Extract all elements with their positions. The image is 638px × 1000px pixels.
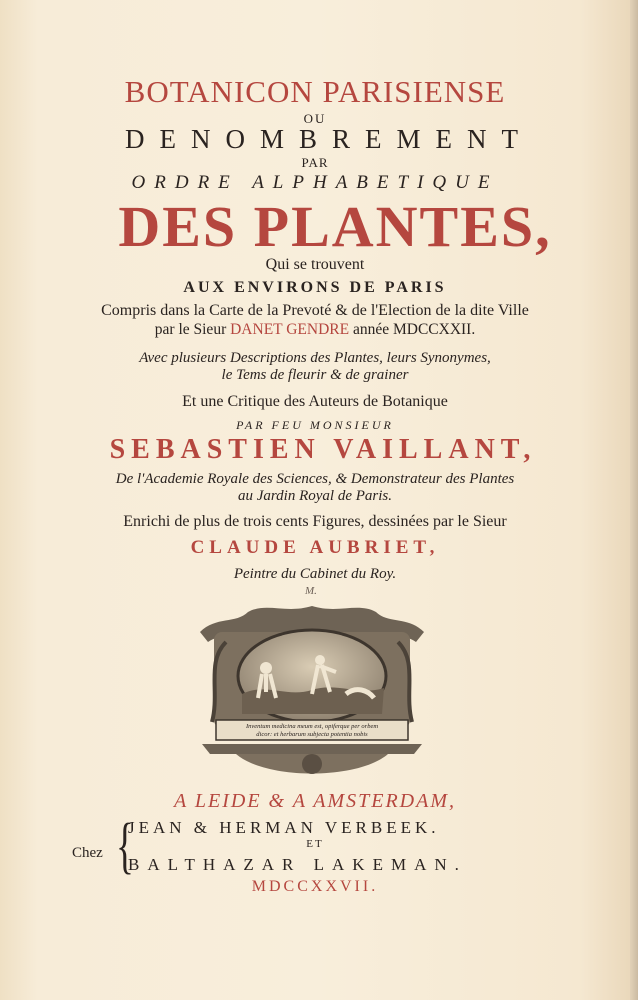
subtitle-qui-se-trouvent: Qui se trouvent xyxy=(265,256,365,273)
vignette-caption-1: Inventum medicina meum est, opiferque per orbem xyxy=(245,723,379,730)
subtitle-compris: Compris dans la Carte de la Prevoté & de l'Election de la dite Ville xyxy=(101,302,529,319)
par-feu-monsieur: PAR FEU MONSIEUR xyxy=(236,418,394,432)
imprint-year: MDCCXXVII. xyxy=(251,878,379,895)
descriptions-line: Avec plusieurs Descriptions des Plantes, leurs Synonymes, xyxy=(139,350,491,366)
publisher-verbeek: JEAN & HERMAN VERBEEK. xyxy=(128,818,440,837)
title-ordre-alphabetique: ORDRE ALPHABETIQUE xyxy=(131,172,499,193)
par-le-sieur-text: par le Sieur xyxy=(154,321,227,338)
chez-label: Chez xyxy=(72,845,103,861)
jardin-line: au Jardin Royal de Paris. xyxy=(237,488,392,504)
title-botanicon: BOTANICON PARISIENSE xyxy=(124,74,506,109)
subtitle-environs: AUX ENVIRONS DE PARIS xyxy=(183,279,447,296)
critique-line: Et une Critique des Auteurs de Botanique xyxy=(182,393,448,410)
author-name: SEBASTIEN VAILLANT, xyxy=(109,434,537,465)
vignette-caption-2: dicor: et herbarum subjecta potentia nobis xyxy=(256,731,368,738)
ownership-mark: M. xyxy=(305,585,317,597)
title-ou: OU xyxy=(303,111,327,126)
title-des-plantes: DES PLANTES, xyxy=(118,194,552,259)
engraved-vignette xyxy=(196,602,428,780)
brace-ornament: { xyxy=(115,812,134,880)
danet-gendre-name: DANET GENDRE xyxy=(230,321,350,338)
illustrator-name: CLAUDE AUBRIET, xyxy=(190,537,440,558)
imprint-place: A LEIDE & A AMSTERDAM, xyxy=(174,790,456,812)
subtitle-par-le-sieur xyxy=(0,321,630,339)
academie-line: De l'Academie Royale des Sciences, & Demonstrateur des Plantes xyxy=(115,471,515,487)
tems-line: le Tems de fleurir & de grainer xyxy=(221,367,409,383)
annee-text: année MDCCXXII. xyxy=(352,321,476,338)
enrichi-line: Enrichi de plus de trois cents Figures, dessinées par le Sieur xyxy=(123,513,507,530)
title-denombrement: DENOMBREMENT xyxy=(125,124,533,154)
publisher-et: ET xyxy=(306,838,324,850)
publisher-lakeman: BALTHAZAR LAKEMAN. xyxy=(128,855,467,874)
peintre-line: Peintre du Cabinet du Roy. xyxy=(233,566,397,582)
title-par: PAR xyxy=(301,155,329,170)
